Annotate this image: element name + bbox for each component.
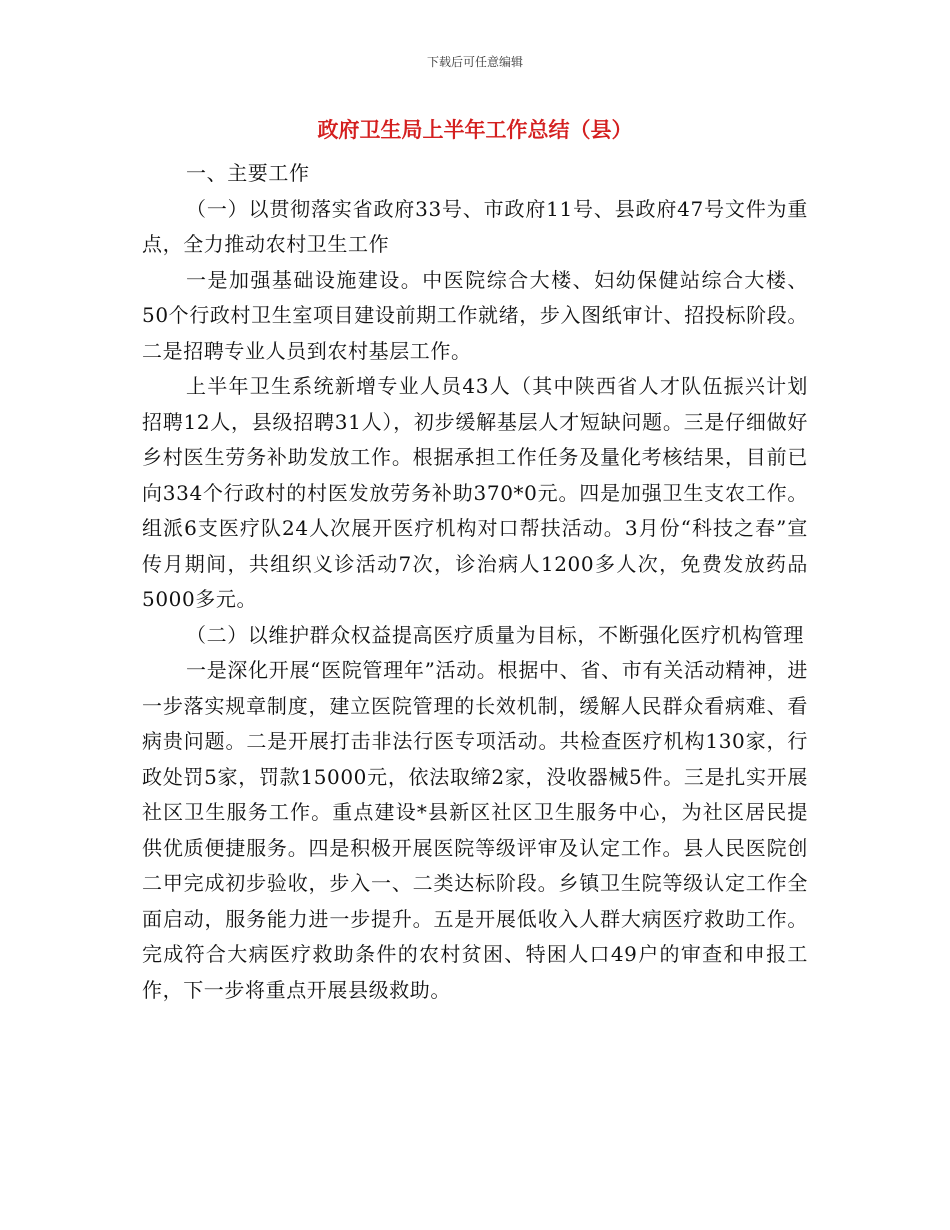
subsection-heading-1: （一）以贯彻落实省政府33号、市政府11号、县政府47号文件为重点，全力推动农村卫生工作: [142, 196, 808, 256]
subsection-heading-2: （二）以维护群众权益提高医疗质量为目标，不断强化医疗机构管理: [186, 622, 804, 647]
document-body: [142, 156, 808, 1008]
body-paragraph: 一是深化开展“医院管理年”活动。根据中、省、市有关活动精神，进一步落实规章制度，建立医院管理的长效机制，缓解人民群众看病难、看病贵问题。二是开展打击非法行医专项活动。共检查医疗机构130家，行政处罚5家，罚款15000元，依法取缔2家，没收器械5件。三是扎实开展社区卫生服务工作。重点建设*县新区社区卫生服务中心，为社区居民提供优质便捷服务。四是积极开展医院等级评审及认定工作。县人民医院创二甲完成初步验收，步入一、二类达标阶段。乡镇卫生院等级认定工作全面启动，服务能力进一步提升。五是开展低收入人群大病医疗救助工作。完成符合大病医疗救助条件的农村贫困、特困人口49户的审查和申报工作，下一步将重点开展县级救助。: [142, 658, 808, 1002]
header-note: 下载后可任意编辑: [426, 55, 523, 69]
body-paragraph: 一是加强基础设施建设。中医院综合大楼、妇幼保健站综合大楼、50个行政村卫生室项目建设前期工作就绪，步入图纸审计、招投标阶段。二是招聘专业人员到农村基层工作。: [142, 267, 808, 363]
document-title: 政府卫生局上半年工作总结（县）: [317, 118, 633, 142]
body-paragraph: 上半年卫生系统新增专业人员43人（其中陕西省人才队伍振兴计划招聘12人，县级招聘31人），初步缓解基层人才短缺问题。三是仔细做好乡村医生劳务补助发放工作。根据承担工作任务及量化考核结果，目前已向334个行政村的村医发放劳务补助370*0元。四是加强卫生支农工作。组派6支医疗队24人次展开医疗机构对口帮扶活动。3月份“科技之春”宣传月期间，共组织义诊活动7次，诊治病人1200多人次，免费发放药品5000多元。: [142, 374, 808, 611]
section-heading: 一、主要工作: [186, 161, 310, 185]
